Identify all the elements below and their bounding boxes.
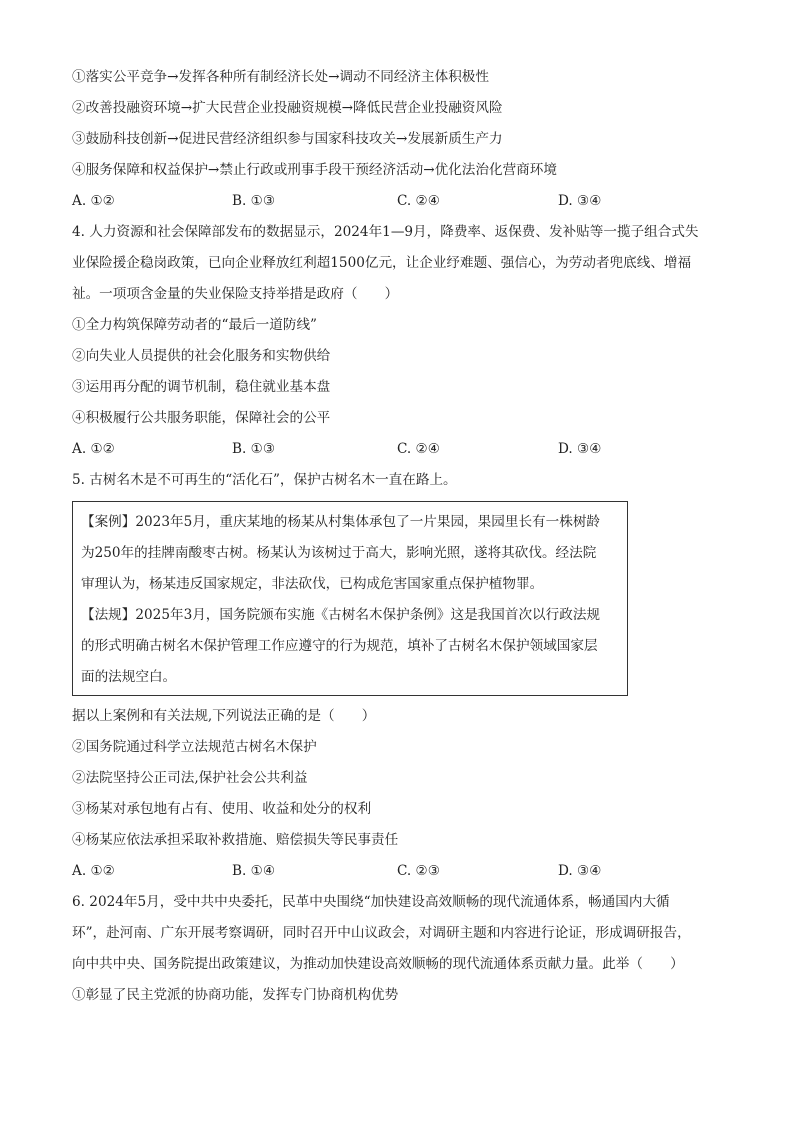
q5-option-1: ②国务院通过科学立法规范古树名木保护 xyxy=(72,739,317,755)
q5-choice-a: A. ①② xyxy=(72,863,115,879)
q4-stem-line-1: 4. 人力资源和社会保障部发布的数据显示，2024年1—9月，降费率、返保费、发补贴等一揽子组合式失 xyxy=(72,224,699,240)
q6-stem-line-1: 6. 2024年5月，受中共中央委托，民革中央围绕“加快建设高效顺畅的现代流通体系，畅通国内大循 xyxy=(72,894,670,910)
q4-option-2: ②向失业人员提供的社会化服务和实物供给 xyxy=(72,348,331,364)
q4-option-3: ③运用再分配的调节机制，稳住就业基本盘 xyxy=(72,379,331,395)
q5-option-4: ④杨某应依法承担采取补救措施、赔偿损失等民事责任 xyxy=(72,832,399,848)
q4-stem-line-2: 业保险援企稳岗政策，已向企业释放红利超1500亿元，让企业纾难题、强信心，为劳动者兜底线、增福 xyxy=(72,255,692,271)
q3-option-1: ①落实公平竞争→发挥各种所有制经济长处→调动不同经济主体积极性 xyxy=(72,69,489,85)
q4-option-4: ④积极履行公共服务职能，保障社会的公平 xyxy=(72,410,331,426)
q3-choice-c: C. ②④ xyxy=(397,193,440,209)
q5-choice-c: C. ②③ xyxy=(397,863,440,879)
q4-choice-b: B. ①③ xyxy=(232,441,276,457)
q5-box-line-4: 【法规】2025年3月，国务院颁布实施《古树名木保护条例》这是我国首次以行政法规 xyxy=(81,607,601,623)
q3-choices xyxy=(72,186,722,217)
q3-choice-a: A. ①② xyxy=(72,193,115,209)
q5-stem: 5. 古树名木是不可再生的“活化石”，保护古树名木一直在路上。 xyxy=(72,472,457,488)
q3-option-2: ②改善投融资环境→扩大民营企业投融资规模→降低民营企业投融资风险 xyxy=(72,100,503,116)
q5-choice-d: D. ③④ xyxy=(558,863,602,879)
q5-box-line-6: 面的法规空白。 xyxy=(81,669,177,685)
q4-choice-d: D. ③④ xyxy=(558,441,602,457)
q6-option-1: ①彰显了民主党派的协商功能，发挥专门协商机构优势 xyxy=(72,987,399,1003)
q4-choice-a: A. ①② xyxy=(72,441,115,457)
q4-choices xyxy=(72,434,722,465)
q5-box-line-1: 【案例】2023年5月，重庆某地的杨某从村集体承包了一片果园，果园里长有一株树龄 xyxy=(81,514,601,530)
q5-option-3: ③杨某对承包地有占有、使用、收益和处分的权利 xyxy=(72,801,372,817)
q5-option-2: ②法院坚持公正司法,保护社会公共利益 xyxy=(72,770,308,786)
q5-box-line-5: 的形式明确古树名木保护管理工作应遵守的行为规范，填补了古树名木保护领域国家层 xyxy=(81,638,598,654)
q5-box-line-3: 审理认为，杨某违反国家规定，非法砍伐，已构成危害国家重点保护植物罪。 xyxy=(81,576,544,592)
q5-box-line-2: 为250年的挂牌南酸枣古树。杨某认为该树过于高大，影响光照，遂将其砍伐。经法院 xyxy=(81,545,597,561)
exam-page xyxy=(72,62,722,1011)
q6-stem-line-2: 环”，赴河南、广东开展考察调研，同时召开中山议政会，对调研主题和内容进行论证，形成调研报告， xyxy=(72,925,691,941)
q4-choice-c: C. ②④ xyxy=(397,441,440,457)
q6-stem-line-3: 向中共中央、国务院提出政策建议，为推动加快建设高效顺畅的现代流通体系贡献力量。此举（ ） xyxy=(72,956,684,972)
q5-material-box xyxy=(72,501,628,696)
q4-stem-line-3: 祉。一项项含金量的失业保险支持举措是政府（ ） xyxy=(72,286,399,302)
q3-choice-d: D. ③④ xyxy=(558,193,602,209)
q3-option-3: ③鼓励科技创新→促进民营经济组织参与国家科技攻关→发展新质生产力 xyxy=(72,131,503,147)
q5-question: 据以上案例和有关法规,下列说法正确的是（ ） xyxy=(72,708,376,724)
q5-choice-b: B. ①④ xyxy=(232,863,276,879)
q5-choices xyxy=(72,856,722,887)
q3-choice-b: B. ①③ xyxy=(232,193,276,209)
q3-option-4: ④服务保障和权益保护→禁止行政或刑事手段干预经济活动→优化法治化营商环境 xyxy=(72,162,557,178)
q4-option-1: ①全力构筑保障劳动者的“最后一道防线” xyxy=(72,317,317,333)
